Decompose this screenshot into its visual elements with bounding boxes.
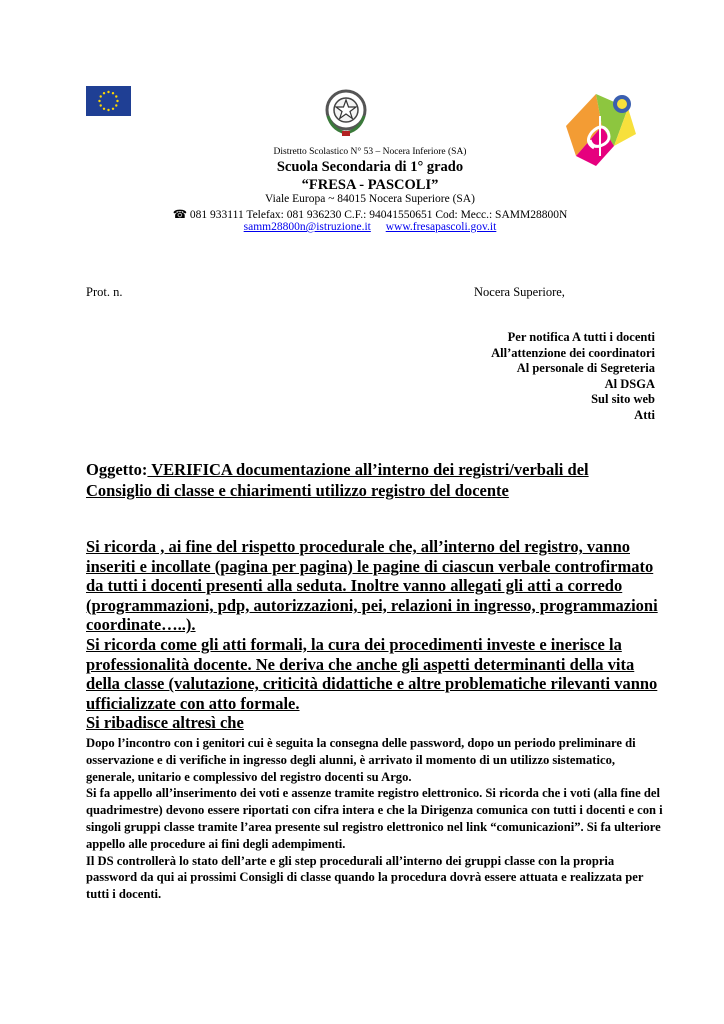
protocol-number: Prot. n. [86,285,123,299]
eu-star [112,92,114,94]
school-address: Viale Europa ~ 84015 Nocera Superiore (SA) [265,193,475,205]
subject [86,459,646,501]
eu-star [103,92,105,94]
subject-label: Oggetto: [86,460,148,479]
body-paragraph: Si ribadisce altresì che [86,713,244,733]
header-links [140,221,600,233]
phone-icon: ☎ [172,209,188,221]
subject-text: VERIFICA documentazione all’interno dei registri/verbali del Consiglio di classe e chiarimenti utilizzo registro del docente [86,460,589,500]
body-small [86,735,666,903]
school-name: “FRESA - PASCOLI” [301,177,439,193]
eu-star [107,91,109,93]
recipients-list [491,330,655,424]
eu-star [112,108,114,110]
school-type: Scuola Secondaria di 1° grado [276,159,464,175]
eu-star [100,95,102,97]
recipient-line: Al DSGA [604,376,655,391]
recipient-line: Atti [634,407,655,422]
recipient-line: Per notifica A tutti i docenti [507,330,655,344]
email-link[interactable]: samm28800n@istruzione.it [243,221,371,233]
body-large [86,537,666,733]
recipient-line: Sul sito web [591,392,655,407]
italian-republic-emblem-icon [322,86,370,138]
body-paragraph: Si fa appello all’inserimento dei voti e assenze tramite registro elettronico. Si ricorda che i voti (alla fine del quadrimestre) devono essere riportati con cifra intera e che la Dirigenza comunica con tutti i docenti e con i singoli gruppi classe tramite l’area presente sul registro elettronico nel link “comunicazioni”. Si fa ulteriore appello alle procedure ai fini degli adempimenti. [86,786,663,851]
eu-star [107,109,109,111]
eu-flag-icon [86,86,131,116]
body-paragraph: Si ricorda come gli atti formali, la cura dei procedimenti investe e inerisce la professionalità docente. Ne deriva che anche gli aspetti determinanti della vita della classe (valutazione, criticità didattiche e altre problematiche rilevanti vanno ufficializzate con atto formale. [86,634,658,713]
eu-star [103,108,105,110]
recipient-line: Al personale di Segreteria [516,361,655,376]
website-link[interactable]: www.fresapascoli.gov.it [385,221,497,233]
eu-star [115,95,117,97]
contacts-text: 081 933111 Telefax: 081 936230 C.F.: 94041550651 Cod: Mecc.: SAMM28800N [189,209,568,221]
place-date: Nocera Superiore, [474,285,565,299]
body-paragraph: Si ricorda , ai fine del rispetto procedurale che, all’interno del registro, vanno inseriti e incollate (pagina per pagina) le pagine di ciascun verbale controfirmato da tutti i docenti presenti alla seduta. Inoltre vanno allegati gli atti a corredo (programmazioni, pdp, autorizzazioni, pei, relazioni in ingresso, programmazioni coordinate…..). [86,537,658,635]
eu-star [115,104,117,106]
recipient-line: All’attenzione dei coordinatori [491,345,655,360]
eu-star [116,100,118,102]
eu-star [100,104,102,106]
body-paragraph: Il DS controllerà lo stato dell’arte e gli step procedurali all’interno dei gruppi classe con la propria password da qui ai prossimi Consigli di classe quando la procedura dovrà essere attuata e realizzata per tutti i docenti. [86,853,644,902]
school-district: Distretto Scolastico N° 53 – Nocera Inferiore (SA) [273,147,467,157]
body-paragraph: Dopo l’incontro con i genitori cui è seguita la consegna delle password, dopo un periodo preliminare di osservazione e di verifiche in ingresso degli alunni, è arrivato il momento di un utilizzo sistematico, generale, unitario e complessivo del registro docenti su Argo. [86,736,636,784]
eu-star [98,100,100,102]
school-contacts [140,207,600,221]
